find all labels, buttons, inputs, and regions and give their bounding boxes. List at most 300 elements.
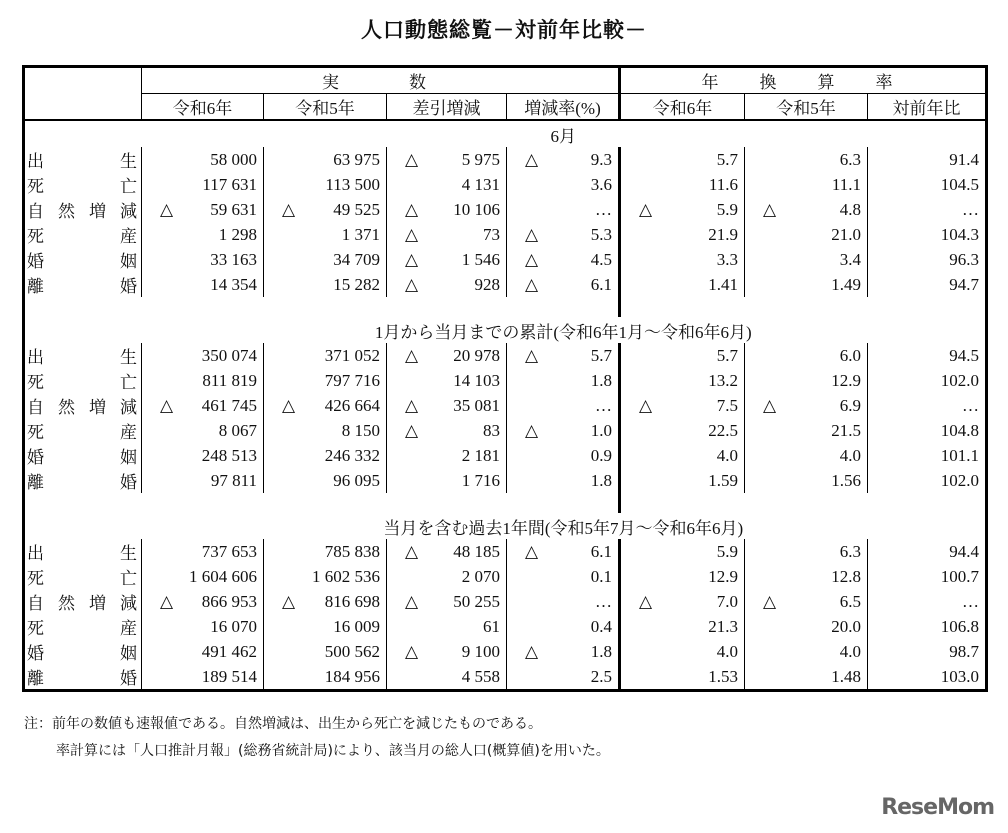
- value-cell: [868, 197, 987, 222]
- value-cell: [387, 147, 507, 172]
- value: 10 106: [453, 199, 500, 219]
- value: 14 103: [453, 370, 500, 390]
- value: 58 000: [210, 149, 257, 169]
- value-cell: [387, 343, 507, 368]
- section-spacer: [24, 297, 987, 317]
- value: 6.5: [839, 591, 861, 611]
- value-cell: [142, 443, 264, 468]
- value: 97 811: [210, 470, 257, 490]
- value-cell: [264, 468, 387, 493]
- value-cell: [620, 393, 745, 418]
- value-cell: [387, 664, 507, 691]
- value-cell: [142, 539, 264, 564]
- decrease-mark: △: [525, 274, 539, 294]
- column-header: 令和6年: [142, 94, 264, 121]
- value: 5.7: [590, 345, 612, 365]
- value: 20 978: [453, 345, 500, 365]
- value-cell: [264, 147, 387, 172]
- value-cell: [507, 589, 620, 614]
- value-cell: [745, 639, 868, 664]
- value-cell: [745, 443, 868, 468]
- value: 104.3: [940, 224, 979, 244]
- value-cell: [142, 639, 264, 664]
- value: 104.8: [940, 420, 979, 440]
- value: 9 100: [461, 641, 500, 661]
- value-cell: [142, 368, 264, 393]
- value-cell: [745, 589, 868, 614]
- value: 4.0: [716, 445, 738, 465]
- value-cell: [745, 614, 868, 639]
- decrease-mark: △: [405, 249, 419, 269]
- table-row: [24, 614, 987, 639]
- value: 866 953: [201, 591, 257, 611]
- value: 113 500: [325, 174, 380, 194]
- decrease-mark: △: [160, 199, 174, 219]
- decrease-mark: △: [405, 274, 419, 294]
- value-cell: [264, 393, 387, 418]
- value-cell: [387, 418, 507, 443]
- value: 117 631: [202, 174, 257, 194]
- value-cell: [620, 368, 745, 393]
- value-cell: [142, 589, 264, 614]
- value: 5.7: [716, 345, 738, 365]
- table-row: [24, 443, 987, 468]
- value-cell: [868, 589, 987, 614]
- value: 811 819: [202, 370, 257, 390]
- decrease-mark: △: [405, 199, 419, 219]
- table-row: [24, 172, 987, 197]
- value-cell: [507, 222, 620, 247]
- value: …: [962, 199, 979, 219]
- value-cell: [507, 247, 620, 272]
- value-cell: [745, 468, 868, 493]
- decrease-mark: △: [639, 591, 653, 611]
- value-cell: [264, 664, 387, 691]
- value: 33 163: [210, 249, 257, 269]
- resemom-logo: ReseMom: [881, 795, 994, 820]
- row-label: 死産: [24, 418, 142, 443]
- value-cell: [868, 443, 987, 468]
- value-cell: [142, 197, 264, 222]
- value-cell: [868, 272, 987, 297]
- value: 6.1: [590, 274, 612, 294]
- row-label: 婚姻: [24, 443, 142, 468]
- value-cell: [507, 639, 620, 664]
- decrease-mark: △: [282, 199, 296, 219]
- section-title: 6月: [550, 127, 576, 146]
- value: 2.5: [590, 666, 612, 686]
- value: 1 371: [341, 224, 380, 244]
- value: 184 956: [324, 666, 380, 686]
- value-cell: [868, 564, 987, 589]
- value: 103.0: [940, 666, 979, 686]
- row-label: 出生: [24, 343, 142, 368]
- value: 461 745: [201, 395, 257, 415]
- value-cell: [745, 418, 868, 443]
- value: 61: [483, 616, 500, 636]
- value: 797 716: [324, 370, 380, 390]
- value: 2 070: [461, 566, 500, 586]
- value: 96.3: [949, 249, 979, 269]
- value-cell: [142, 664, 264, 691]
- value: 371 052: [324, 345, 380, 365]
- row-label: 離婚: [24, 664, 142, 691]
- row-label: 自然増減: [24, 589, 142, 614]
- value: 73: [483, 224, 500, 244]
- row-label: 死亡: [24, 368, 142, 393]
- value-cell: [142, 272, 264, 297]
- value: 16 070: [210, 616, 257, 636]
- decrease-mark: △: [763, 395, 777, 415]
- table-row: [24, 222, 987, 247]
- value: 1.56: [831, 470, 861, 490]
- value-cell: [620, 539, 745, 564]
- value: 21.5: [831, 420, 861, 440]
- value: 13.2: [708, 370, 738, 390]
- column-header: 令和5年: [264, 94, 387, 121]
- value: 4.0: [839, 641, 861, 661]
- value: 1.59: [708, 470, 738, 490]
- value-cell: [868, 639, 987, 664]
- value: 3.3: [716, 249, 738, 269]
- value: 50 255: [453, 591, 500, 611]
- value-cell: [620, 222, 745, 247]
- value: 246 332: [324, 445, 380, 465]
- value-cell: [507, 368, 620, 393]
- value-cell: [868, 343, 987, 368]
- value: …: [595, 591, 612, 611]
- value-cell: [264, 589, 387, 614]
- value: 94.5: [949, 345, 979, 365]
- value-cell: [745, 539, 868, 564]
- decrease-mark: △: [282, 395, 296, 415]
- value: 94.4: [949, 541, 979, 561]
- value-cell: [868, 614, 987, 639]
- decrease-mark: △: [525, 345, 539, 365]
- table-row: [24, 147, 987, 172]
- value-cell: [745, 564, 868, 589]
- decrease-mark: △: [525, 149, 539, 169]
- value-cell: [142, 147, 264, 172]
- value-cell: [745, 393, 868, 418]
- value: 34 709: [333, 249, 380, 269]
- value: 83: [483, 420, 500, 440]
- value-cell: [620, 564, 745, 589]
- value-cell: [264, 564, 387, 589]
- value-cell: [387, 172, 507, 197]
- value: 2 181: [461, 445, 500, 465]
- table-row: [24, 343, 987, 368]
- value-cell: [868, 468, 987, 493]
- value: …: [595, 199, 612, 219]
- value: 15 282: [333, 274, 380, 294]
- value-cell: [387, 368, 507, 393]
- value: 928: [474, 274, 500, 294]
- table-row: [24, 639, 987, 664]
- value-cell: [387, 539, 507, 564]
- decrease-mark: △: [405, 420, 419, 440]
- value-cell: [507, 147, 620, 172]
- value: 12.9: [831, 370, 861, 390]
- value: 21.9: [708, 224, 738, 244]
- section-title-row: [24, 317, 987, 343]
- value: 491 462: [201, 641, 257, 661]
- value-cell: [745, 343, 868, 368]
- decrease-mark: △: [639, 199, 653, 219]
- value: 59 631: [210, 199, 257, 219]
- value: 1.41: [708, 274, 738, 294]
- table-row: [24, 564, 987, 589]
- value-cell: [620, 147, 745, 172]
- value-cell: [507, 564, 620, 589]
- value-cell: [868, 368, 987, 393]
- decrease-mark: △: [525, 420, 539, 440]
- value: 785 838: [324, 541, 380, 561]
- column-header: 差引増減: [387, 94, 507, 121]
- value: 4 558: [461, 666, 500, 686]
- value: 4 131: [461, 174, 500, 194]
- column-header: 対前年比: [868, 94, 987, 121]
- value: 21.0: [831, 224, 861, 244]
- note-1: 注：前年の数値も速報値である。自然増減は、出生から死亡を減じたものである。: [24, 716, 542, 732]
- value: 248 513: [201, 445, 257, 465]
- value-cell: [745, 222, 868, 247]
- table-row: [24, 589, 987, 614]
- value: 63 975: [333, 149, 380, 169]
- value-cell: [507, 393, 620, 418]
- row-label: 婚姻: [24, 639, 142, 664]
- value-cell: [264, 614, 387, 639]
- decrease-mark: △: [763, 591, 777, 611]
- value: 101.1: [940, 445, 979, 465]
- value: 6.3: [839, 541, 861, 561]
- row-label: 死亡: [24, 564, 142, 589]
- row-label: 自然増減: [24, 393, 142, 418]
- table-row: [24, 468, 987, 493]
- value: 4.0: [839, 445, 861, 465]
- value: …: [962, 591, 979, 611]
- decrease-mark: △: [405, 224, 419, 244]
- value: 12.8: [831, 566, 861, 586]
- value-cell: [142, 393, 264, 418]
- decrease-mark: △: [525, 249, 539, 269]
- value-cell: [387, 589, 507, 614]
- vital-statistics-table: [22, 65, 988, 692]
- value: 1.8: [590, 470, 612, 490]
- value: 1.53: [708, 666, 738, 686]
- table-row: [24, 368, 987, 393]
- value-cell: [868, 147, 987, 172]
- value: 5.7: [716, 149, 738, 169]
- group-header-actual: 実 数: [142, 67, 620, 94]
- decrease-mark: △: [763, 199, 777, 219]
- value-cell: [620, 418, 745, 443]
- value-cell: [868, 172, 987, 197]
- value: 426 664: [324, 395, 380, 415]
- value: 98.7: [949, 641, 979, 661]
- section-spacer: [24, 493, 987, 513]
- value-cell: [620, 468, 745, 493]
- value-cell: [264, 418, 387, 443]
- value-cell: [142, 468, 264, 493]
- decrease-mark: △: [405, 395, 419, 415]
- row-label: 離婚: [24, 272, 142, 297]
- value-cell: [142, 172, 264, 197]
- table-row: [24, 393, 987, 418]
- value: 8 067: [218, 420, 257, 440]
- value-cell: [387, 393, 507, 418]
- value: 104.5: [940, 174, 979, 194]
- value-cell: [387, 247, 507, 272]
- row-label: 出生: [24, 147, 142, 172]
- table-row: [24, 272, 987, 297]
- decrease-mark: △: [405, 149, 419, 169]
- value-cell: [264, 272, 387, 297]
- value-cell: [745, 247, 868, 272]
- value: 3.4: [839, 249, 861, 269]
- value: 106.8: [940, 616, 979, 636]
- value: 350 074: [201, 345, 257, 365]
- value-cell: [142, 614, 264, 639]
- value-cell: [507, 614, 620, 639]
- value-cell: [264, 368, 387, 393]
- table-row: [24, 664, 987, 691]
- value: 6.1: [590, 541, 612, 561]
- value-cell: [507, 443, 620, 468]
- value-cell: [868, 418, 987, 443]
- value-cell: [745, 664, 868, 691]
- page-title: 人口動態総覧－対前年比較－: [361, 18, 647, 42]
- row-label: 自然増減: [24, 197, 142, 222]
- value: 49 525: [333, 199, 380, 219]
- value: 1.0: [590, 420, 612, 440]
- value: 9.3: [590, 149, 612, 169]
- value-cell: [264, 172, 387, 197]
- value: 14 354: [210, 274, 257, 294]
- value: 816 698: [324, 591, 380, 611]
- value-cell: [387, 564, 507, 589]
- value-cell: [264, 197, 387, 222]
- value: 6.3: [839, 149, 861, 169]
- value: 1.8: [590, 370, 612, 390]
- value: 189 514: [201, 666, 257, 686]
- value-cell: [507, 418, 620, 443]
- table-row: [24, 247, 987, 272]
- value-cell: [142, 418, 264, 443]
- value: …: [962, 395, 979, 415]
- value-cell: [507, 539, 620, 564]
- decrease-mark: △: [525, 541, 539, 561]
- value-cell: [507, 343, 620, 368]
- value-cell: [387, 639, 507, 664]
- value-cell: [387, 443, 507, 468]
- value: 0.9: [590, 445, 612, 465]
- value-cell: [507, 172, 620, 197]
- value-cell: [868, 222, 987, 247]
- value-cell: [620, 197, 745, 222]
- value: 1.49: [831, 274, 861, 294]
- value: 3.6: [590, 174, 612, 194]
- section-title: 当月を含む過去1年間(令和5年7月～令和6年6月): [383, 519, 744, 538]
- decrease-mark: △: [525, 641, 539, 661]
- value-cell: [387, 197, 507, 222]
- value-cell: [620, 639, 745, 664]
- value-cell: [387, 272, 507, 297]
- value: 1 604 606: [189, 566, 257, 586]
- value: 0.4: [590, 616, 612, 636]
- value: 94.7: [949, 274, 979, 294]
- value: 102.0: [940, 370, 979, 390]
- value-cell: [387, 222, 507, 247]
- section-title-row: [24, 120, 987, 147]
- row-label: 死産: [24, 614, 142, 639]
- group-header-rate: 年 換 算 率: [620, 67, 987, 94]
- row-label: 死亡: [24, 172, 142, 197]
- value: 4.0: [716, 641, 738, 661]
- value: 8 150: [341, 420, 380, 440]
- value: 1 602 536: [312, 566, 380, 586]
- value: 7.5: [716, 395, 738, 415]
- value: 7.0: [716, 591, 738, 611]
- decrease-mark: △: [282, 591, 296, 611]
- value-cell: [264, 222, 387, 247]
- section-title-row: [24, 513, 987, 539]
- decrease-mark: △: [525, 224, 539, 244]
- value-cell: [745, 147, 868, 172]
- value-cell: [620, 664, 745, 691]
- value: 5.9: [716, 199, 738, 219]
- corner-cell: [24, 67, 142, 121]
- value: 6.0: [839, 345, 861, 365]
- value-cell: [142, 343, 264, 368]
- column-header: 増減率(%): [507, 94, 620, 121]
- value-cell: [620, 172, 745, 197]
- value-cell: [620, 443, 745, 468]
- value: 48 185: [453, 541, 500, 561]
- table-row: [24, 418, 987, 443]
- value: 1.48: [831, 666, 861, 686]
- value-cell: [264, 443, 387, 468]
- value-cell: [507, 197, 620, 222]
- row-label: 出生: [24, 539, 142, 564]
- value-cell: [264, 343, 387, 368]
- value-cell: [142, 247, 264, 272]
- value: 500 562: [324, 641, 380, 661]
- value-cell: [868, 393, 987, 418]
- value: 91.4: [949, 149, 979, 169]
- value: 1 716: [461, 470, 500, 490]
- value: 16 009: [333, 616, 380, 636]
- value: 737 653: [201, 541, 257, 561]
- note-2: 率計算には「人口推計月報」(総務省統計局)により、該当月の総人口(概算値)を用いた。: [56, 743, 610, 759]
- value-cell: [620, 614, 745, 639]
- decrease-mark: △: [639, 395, 653, 415]
- value: 102.0: [940, 470, 979, 490]
- value-cell: [387, 614, 507, 639]
- value-cell: [264, 639, 387, 664]
- value-cell: [868, 247, 987, 272]
- value-cell: [745, 272, 868, 297]
- value: 11.6: [708, 174, 738, 194]
- value: 21.3: [708, 616, 738, 636]
- value-cell: [868, 664, 987, 691]
- decrease-mark: △: [405, 345, 419, 365]
- section-title: 1月から当月までの累計(令和6年1月～令和6年6月): [374, 323, 752, 342]
- value-cell: [620, 272, 745, 297]
- decrease-mark: △: [405, 641, 419, 661]
- value: 96 095: [333, 470, 380, 490]
- value-cell: [745, 197, 868, 222]
